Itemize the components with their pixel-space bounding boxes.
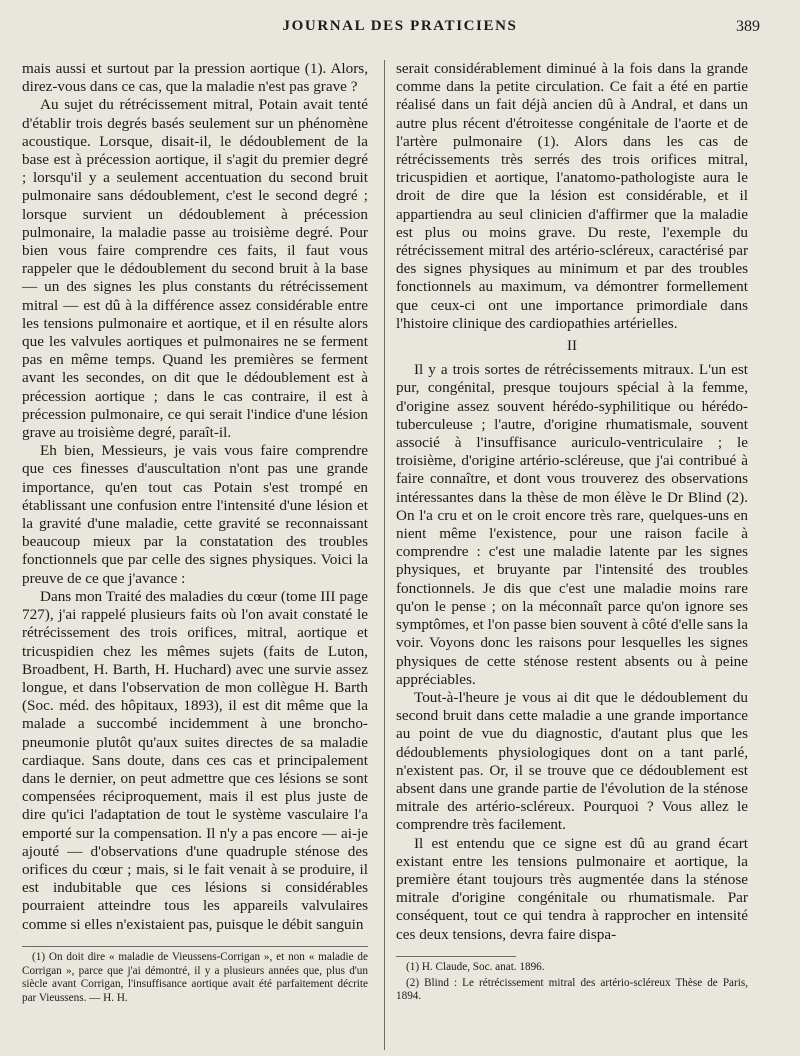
- footnotes-left: [22, 946, 368, 1007]
- paragraph: Il y a trois sortes de rétrécissements mitraux. L'un est pur, congénital, presque toujours spécial à la femme, d'origine assez souvent hérédo-syphilitique ou hérédo-tuberculeuse ; l'autre, d'origine rhumatismale, souvent associé à l'insuffisance auriculo-ventriculaire ; le troisième, d'origine artério-scléreuse, que j'ai contribué à faire connaître, et dont vous trouverez des observations intéressantes dans la thèse de mon élève le Dr Blind (2). On l'a cru et on le croit encore très rare, quelques-uns en nient même l'existence, pour une raison facile à comprendre : c'est une maladie latente par les signes physiques, et bruyante par l'intensité des troubles fonctionnels. Je dis que c'est une maladie moins rare qu'on le pense ; on la méconnaît parce qu'on ignore ses symptômes, et l'on passe bien souvent à côté d'elle sans la voir. Voyons donc les raisons pour lesquelles les signes physiques de cette sténose restent absents ou à peine appréciables.: [396, 361, 748, 688]
- paragraph: Tout-à-l'heure je vous ai dit que le dédoublement du second bruit dans cette maladie a une grande importance au point de vue du diagnostic, d'autant plus que les dédoublements physiologiques dont on a tant parlé, n'existent pas. Or, il se trouve que ce dédoublement est absent dans une grande partie de l'évolution de la sténose mitrale des artério-scléreux. Pourquoi ? Vous allez le comprendre très facilement.: [396, 688, 748, 834]
- footnote-rule: [396, 956, 516, 957]
- page-number: 389: [736, 18, 760, 35]
- footnote: (2) Blind : Le rétrécissement mitral des artério-scléreux Thèse de Paris, 1894.: [396, 976, 748, 1003]
- paragraph: serait considérablement diminué à la fois dans la grande comme dans la petite circulation. Ce fait a été en partie réalisé dans un fait déjà ancien dû à Andral, et dans un autre plus récent d'étroitesse congénitale de l'aorte et de l'artère pulmonaire (1). Alors dans les cas de rétrécissements très serrés des trois orifices mitral, tricuspidien et aortique, l'anatomo-pathologiste aura le droit de dire que la lésion est considérable, et il appartiendra au seul clinicien d'affirmer que la maladie est plus ou moins grave. Du reste, l'exemple du rétrécissement mitral des artério-scléreux, caractérisé par des signes physiques au minimum et par des troubles fonctionnels au maximum, va démontrer formellement que ceux-ci ont une importance primordiale dans l'histoire clinique des cardiopathies artérielles.: [396, 60, 748, 332]
- paragraph: Au sujet du rétrécissement mitral, Potain avait tenté d'établir trois degrés basés seulement sur un phénomène acoustique. Lorsque, disait-il, le dédoublement de la base est à précession aortique, il s'agit du premier degré ; lorsqu'il y a seulement accentuation du second bruit pulmonaire sans dédoublement, c'est le second degré ; lorsque survient un dédoublement à précession pulmonaire, la maladie passe au troisième degré. Pour bien vous faire comprendre ces faits, il faut vous rappeler que le dédoublement du second bruit à la base — un des signes les plus constants du rétrécissement mitral — est dû à la différence assez considérable entre les tensions pulmonaire et aortique, et il en résulte alors que les valvules aortiques et pulmonaires ne se ferment pas en même temps. Quand les premières se ferment avant les secondes, on dit que le dédoublement est à précession aortique ; dans le cas contraire, il est à précession pulmonaire, ce qui serait l'indice d'une lésion grave au troisième degré, paraît-il.: [22, 96, 368, 442]
- running-head: [0, 18, 800, 42]
- column-divider: [384, 60, 385, 1050]
- left-column: [22, 60, 368, 934]
- paragraph: Dans mon Traité des maladies du cœur (tome III page 727), j'ai rappelé plusieurs faits où l'on avait constaté le rétrécissement des trois orifices, mitral, aortique et tricuspidien chez les mêmes sujets (faits de Luton, Broadbent, H. Barth, H. Huchard) avec une survie assez longue, et dans l'observation de mon collègue H. Barth (Soc. méd. des hôpitaux, 1893), il est dit même que la malade a succombé incidemment à une broncho-pneumonie plutôt qu'aux suites directes de sa maladie cardiaque. Sans doute, dans ces cas et principalement dans le dernier, on peut admettre que ces lésions se sont compensées réciproquement, mais il est plus juste de dire qu'ici l'adaptation de tout le système vasculaire l'a emporté sur la compensation. Il n'y a pas encore — ai-je ajouté — d'observations d'une quadruple sténose des orifices du cœur ; mais, si le fait venait à se produire, il est indubitable que ces lésions si considérables pourraient atteindre tous les appareils valvulaires comme si elles n'existaient pas, puisque le débit sanguin: [22, 587, 368, 933]
- footnote: (1) H. Claude, Soc. anat. 1896.: [406, 961, 545, 973]
- section-heading: II: [567, 338, 577, 355]
- journal-title: JOURNAL DES PRATICIENS: [282, 18, 518, 34]
- right-column: [396, 60, 748, 944]
- footnote: (1) On doit dire « maladie de Vieussens-Corrigan », et non « maladie de Corrigan », parce que j'ai démontré, il y a plusieurs années que, plus d'un siècle avant Corrigan, l'insuffisance aortique avait été parfaitement décrite par Vieussens. — H. H.: [22, 951, 368, 1004]
- paragraph: mais aussi et surtout par la pression aortique (1). Alors, direz-vous dans ce cas, que la maladie n'est pas grave ?: [22, 60, 368, 96]
- footnote-rule: [22, 946, 368, 947]
- footnotes-right: [396, 956, 748, 1006]
- paragraph: Eh bien, Messieurs, je vais vous faire comprendre que ces finesses d'auscultation n'ont pas une grande importance, qu'en tout cas Potain s'est trompé en établissant une confusion entre l'intensité d'une lésion et la gravité d'une maladie, cette gravité se reconnaissant beaucoup mieux par la constatation des troubles fonctionnels que par celle des signes physiques. Voici la preuve de ce que j'avance :: [22, 442, 368, 587]
- paragraph: Il est entendu que ce signe est dû au grand écart existant entre les tensions pulmonaire et aortique, la première étant toujours très augmentée dans la sténose mitrale d'origine congénitale ou rhumatismale. Par conséquent, tout ce qui tendra à rapprocher en intensité ces deux tensions, devra faire dispa-: [396, 834, 748, 943]
